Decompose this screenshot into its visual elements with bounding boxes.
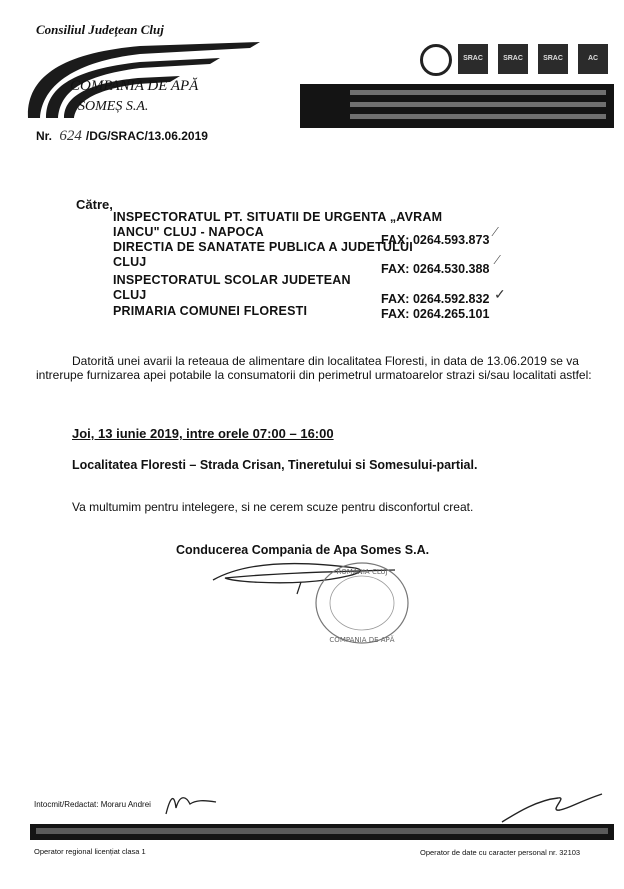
- recipient-4-line1: PRIMARIA COMUNEI FLORESTI: [113, 304, 308, 318]
- logo-text-line1: COMPANIA DE APĂ: [70, 78, 199, 94]
- interruption-location: Localitatea Floresti – Strada Crisan, Tineretului si Somesului-partial.: [72, 458, 478, 472]
- registration-handwritten-number: 624: [59, 128, 82, 144]
- stamp-top-text: ROMÂNIA CLUJ: [336, 568, 388, 576]
- recipient-1-line1: INSPECTORATUL PT. SITUATII DE URGENTA „AVRAM: [113, 210, 443, 224]
- recipient-4-fax: FAX: 0264.265.101: [381, 307, 490, 321]
- registration-suffix: /DG/SRAC/13.06.2019: [85, 129, 208, 143]
- registration-number: [36, 128, 208, 145]
- company-logo: [20, 38, 290, 133]
- footer-band: [30, 824, 614, 840]
- recipient-1-line2: IANCU" CLUJ - NAPOCA: [113, 225, 264, 239]
- director-signature: [498, 792, 608, 826]
- council-name: Consiliul Județean Cluj: [36, 22, 164, 37]
- logo-text-line2: SOMEȘ S.A.: [78, 99, 149, 114]
- prepared-by: Intocmit/Redactat: Moraru Andrei: [34, 800, 151, 809]
- signature-title: Conducerea Compania de Apa Somes S.A.: [176, 543, 430, 557]
- company-stamp: [312, 558, 412, 653]
- cert-badge-3: SRAC: [538, 44, 568, 74]
- recipient-2-line2: CLUJ: [113, 255, 147, 269]
- recipient-2-fax: FAX: 0264.530.388: [381, 262, 490, 276]
- body-paragraph: Datorită unei avarii la reteaua de alimentare din localitatea Floresti, in data de 13.06.2019 se va intrerupe furnizarea apei potabile la consumatorii din perimetrul urmatoarelor strazi si/sau localitati astfel:: [36, 354, 592, 382]
- recipient-3-line2: CLUJ: [113, 288, 147, 302]
- recipient-3-fax: FAX: 0264.592.832: [381, 292, 490, 306]
- header-contact-band: [300, 84, 614, 128]
- cert-badge-2: SRAC: [498, 44, 528, 74]
- stamp-bottom-text: COMPANIA DE APĂ: [329, 636, 395, 644]
- preparer-signature: [160, 788, 220, 818]
- check-mark-icon: ✓: [494, 288, 506, 303]
- quality-seal-icon: [420, 44, 452, 76]
- recipient-3-line1: INSPECTORATUL SCOLAR JUDETEAN: [113, 273, 351, 287]
- check-mark-icon: ⁄: [494, 225, 497, 240]
- recipient-2-line1: DIRECTIA DE SANATATE PUBLICA A JUDETULUI: [113, 240, 413, 254]
- cert-badge-4: AC: [578, 44, 608, 74]
- recipient-1-fax: FAX: 0264.593.873: [381, 233, 490, 247]
- recipients-greeting: Către,: [76, 197, 113, 212]
- registration-prefix: Nr.: [36, 129, 53, 143]
- operator-license: Operator regional licențiat clasa 1: [34, 847, 146, 856]
- check-mark-icon: ⁄: [496, 253, 499, 268]
- thanks-text: Va multumim pentru intelegere, si ne cerem scuze pentru disconfortul creat.: [72, 500, 474, 514]
- operator-data: Operator de date cu caracter personal nr. 32103: [420, 848, 581, 857]
- cert-badge-1: SRAC: [458, 44, 488, 74]
- interruption-date: Joi, 13 iunie 2019, intre orele 07:00 – 16:00: [72, 426, 334, 441]
